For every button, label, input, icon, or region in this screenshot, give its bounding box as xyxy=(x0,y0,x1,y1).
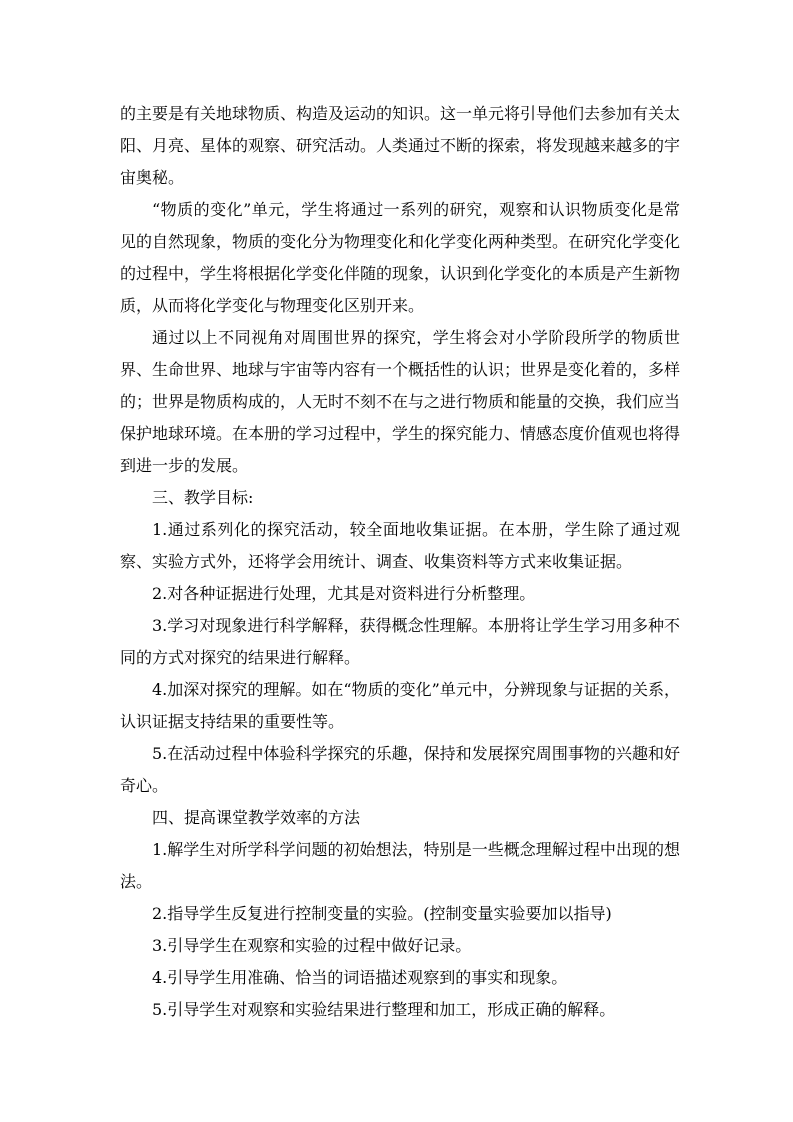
paragraph-matter-change: “物质的变化”单元，学生将通过一系列的研究，观察和认识物质变化是常见的自然现象，物质的变化分为物理变化和化学变化两种类型。在研究化学变化的过程中，学生将根据化学变化伴随的现象，认识到化学变化的本质是产生新物质，从而将化学变化与物理变化区别开来。 xyxy=(120,200,681,315)
method-item-1: 1.解学生对所学科学问题的初始想法，特别是一些概念理解过程中出现的想法。 xyxy=(120,840,680,891)
section-heading-efficiency-methods: 四、提高课堂教学效率的方法 xyxy=(152,808,361,827)
section-heading-teaching-goals: 三、教学目标: xyxy=(152,488,254,507)
paragraph-summary: 通过以上不同视角对周围世界的探究，学生将会对小学阶段所学的物质世界、生命世界、地球与宇宙等内容有一个概括性的认识；世界是变化着的，多样的；世界是物质构成的，人无时不刻不在与之进行物质和能量的交换，我们应当保护地球环境。在本册的学习过程中，学生的探究能力、情感态度价值观也将得到进一步的发展。 xyxy=(120,328,681,475)
paragraph-continuation: 的主要是有关地球物质、构造及运动的知识。这一单元将引导他们去参加有关太阳、月亮、星体的观察、研究活动。人类通过不断的探索，将发现越来越多的宇宙奥秘。 xyxy=(120,104,681,187)
method-item-3: 3.引导学生在观察和实验的过程中做好记录。 xyxy=(152,936,472,955)
goal-item-5: 5.在活动过程中体验科学探究的乐趣，保持和发展探究周围事物的兴趣和好奇心。 xyxy=(120,744,680,795)
document-body xyxy=(120,98,680,1026)
goal-item-1: 1.通过系列化的探究活动，较全面地收集证据。在本册，学生除了通过观察、实验方式外，还将学会用统计、调查、收集资料等方式来收集证据。 xyxy=(120,520,680,571)
method-item-2: 2.指导学生反复进行控制变量的实验。(控制变量实验要加以指导) xyxy=(152,904,612,923)
goal-item-4: 4.加深对探究的理解。如在“物质的变化”单元中，分辨现象与证据的关系，认识证据支持结果的重要性等。 xyxy=(120,680,680,731)
method-item-4: 4.引导学生用准确、恰当的词语描述观察到的事实和现象。 xyxy=(152,968,568,987)
method-item-5: 5.引导学生对观察和实验结果进行整理和加工，形成正确的解释。 xyxy=(152,1000,616,1019)
goal-item-2: 2.对各种证据进行处理，尤其是对资料进行分析整理。 xyxy=(152,584,536,603)
goal-item-3: 3.学习对现象进行科学解释，获得概念性理解。本册将让学生学习用多种不同的方式对探究的结果进行解释。 xyxy=(120,616,680,667)
